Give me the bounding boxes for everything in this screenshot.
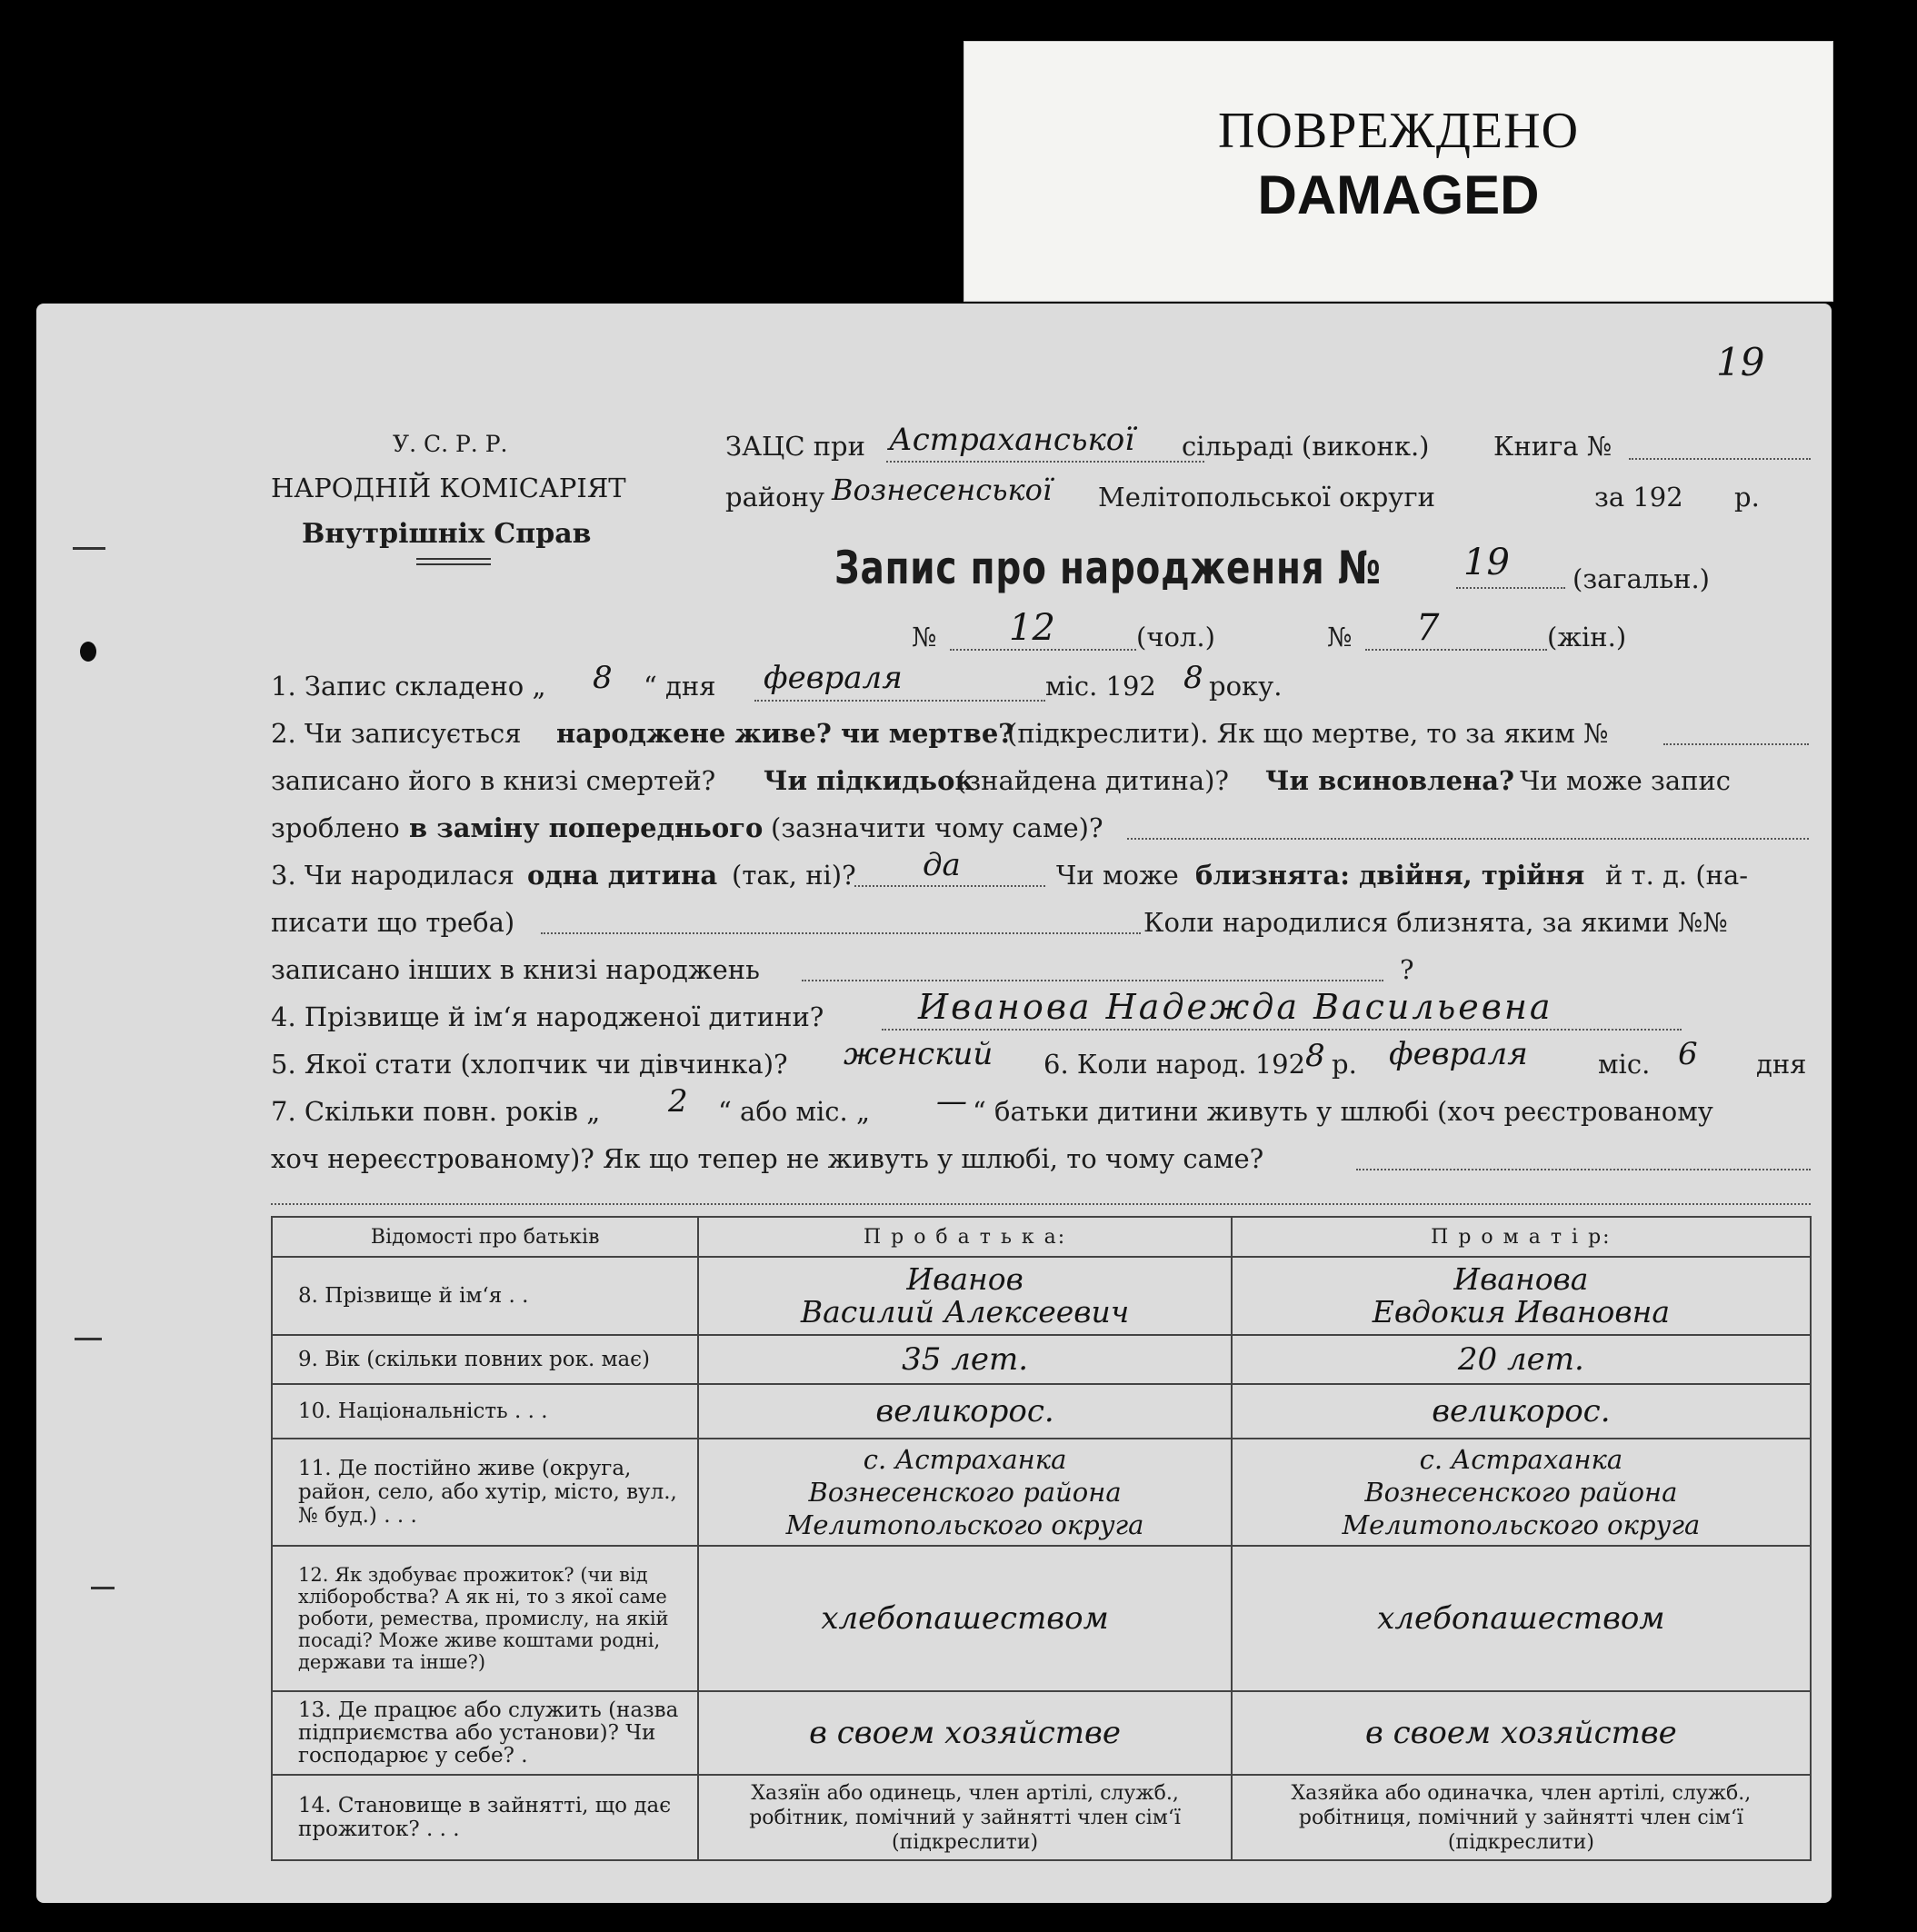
male-label: (чол.)	[1136, 622, 1215, 652]
q3-line2-b: Коли народилися близнята, за якими №№	[1143, 907, 1728, 938]
male-number-handwritten: 12	[1009, 607, 1055, 649]
father-status: Хазяїн або одинець, член артілі, служб., робітник, помічний у зайнятті член сім‘ї (підкреслити)	[698, 1775, 1231, 1860]
ussr-label: У. С. Р. Р.	[393, 431, 508, 457]
selrada-label: сільраді (виконк.)	[1182, 431, 1430, 462]
q2-line2-a: записано його в книзі смертей?	[271, 765, 716, 796]
q6-day-label: дня	[1756, 1049, 1807, 1080]
father-name: Иванов Василий Алексеевич	[698, 1257, 1231, 1335]
record-number-handwritten: 19	[1463, 542, 1510, 583]
q1-month: февраля	[764, 660, 903, 696]
row-label: 14. Становище в зайнятті, що дає прожиток? . . .	[272, 1775, 698, 1860]
q2-text: (підкреслити). Як що мертве, то за яким №	[1007, 718, 1609, 749]
marriage-years: 2	[668, 1083, 688, 1120]
mark	[73, 547, 105, 550]
father-occupation: хлебопашеством	[698, 1546, 1231, 1691]
q2-adopted: Чи всиновлена?	[1265, 765, 1515, 796]
mother-age: 20 лет.	[1232, 1335, 1811, 1384]
q3-twins: близнята: двійня, трійня	[1195, 860, 1585, 891]
q6-month-label: міс.	[1598, 1049, 1651, 1080]
q5-label: 5. Якої стати (хлопчик чи дівчинка)?	[271, 1049, 788, 1080]
child-name: Иванова Надежда Васильевна	[918, 987, 1553, 1027]
table-row	[272, 1775, 1811, 1860]
q2-options: народжене живе? чи мертве?	[556, 718, 1014, 749]
father-age: 35 лет.	[698, 1335, 1231, 1384]
rayon-handwritten: Вознесенської	[832, 473, 1053, 507]
q3-line3-b: ?	[1400, 954, 1414, 985]
female-label: (жін.)	[1547, 622, 1627, 652]
table-row	[272, 1384, 1811, 1439]
q3-line3-a: записано інших в книзі народжень	[271, 954, 760, 985]
q3-one-child: одна дитина	[527, 860, 718, 891]
q1-month-label: міс. 192	[1045, 671, 1156, 702]
commissariat-label: НАРОДНІЙ КОМІСАРІЯТ	[271, 473, 626, 503]
mark	[91, 1587, 115, 1589]
header-info: Відомості про батьків	[272, 1217, 698, 1257]
q7-months-label: “ або міс. „	[718, 1096, 871, 1127]
q2-foundling: Чи підкидьок	[764, 765, 974, 796]
mother-status: Хазяйка або одиначка, член артілі, служб., робітниця, помічний у зайнятті член сім‘ї (підкреслити)	[1232, 1775, 1811, 1860]
q1-year: 8	[1183, 660, 1203, 696]
table-header-row	[272, 1217, 1811, 1257]
row-label: 12. Як здобуває прожиток? (чи від хліборобства? А як ні, то з якої саме роботи, ремества, промислу, на якій посаді? Може живе коштами родні, держави та інше?)	[272, 1546, 698, 1691]
department-label: Внутрішніх Справ	[302, 518, 592, 550]
table-row	[272, 1691, 1811, 1775]
selrada-handwritten: Астраханської	[889, 422, 1135, 458]
punch-hole	[80, 642, 96, 662]
marriage-months: —	[936, 1083, 967, 1120]
general-label: (загальн.)	[1573, 563, 1710, 594]
mark	[75, 1338, 102, 1340]
damaged-stamp	[963, 41, 1833, 302]
q3-answer: да	[923, 847, 961, 883]
q7-label: 7. Скільки повн. років „	[271, 1096, 601, 1127]
q7-text: “ батьки дитини живуть у шлюбі (хоч реєстрованому	[973, 1096, 1713, 1127]
table-row	[272, 1546, 1811, 1691]
birth-day: 6	[1678, 1036, 1698, 1072]
q7-line2: хоч нереєстрованому)? Як що тепер не живуть у шлюбі, то чому саме?	[271, 1143, 1264, 1174]
mother-workplace: в своем хозяйстве	[1232, 1691, 1811, 1775]
stamp-line-1: ПОВРЕЖДЕНО	[1217, 103, 1580, 159]
row-label: 9. Вік (скільки повних рок. має)	[272, 1335, 698, 1384]
year-suffix: р.	[1734, 482, 1760, 513]
q6-label: 6. Коли народ. 192	[1043, 1049, 1306, 1080]
q3-yes-no: (так, ні)?	[732, 860, 856, 891]
q3-label: 3. Чи народилася	[271, 860, 514, 891]
q1-label: 1. Запис складено „	[271, 671, 546, 702]
parents-table	[271, 1216, 1812, 1861]
book-label: Книга №	[1493, 431, 1612, 462]
q1-year-label: року.	[1209, 671, 1283, 702]
q3-line2-a: писати що треба)	[271, 907, 515, 938]
birth-month: февраля	[1389, 1036, 1528, 1072]
mother-occupation: хлебопашеством	[1232, 1546, 1811, 1691]
okruha-label: Мелітопольської округи	[1098, 482, 1435, 513]
q3-etc: й т. д. (на-	[1605, 860, 1749, 891]
q1-day: 8	[593, 660, 613, 696]
underline	[416, 563, 491, 565]
q2-line3-a: зроблено	[271, 812, 400, 843]
underline	[416, 558, 491, 560]
table-row	[272, 1257, 1811, 1335]
birth-year: 8	[1305, 1038, 1325, 1074]
q3-maybe: Чи може	[1056, 860, 1179, 891]
header-father: П р о б а т ь к а:	[698, 1217, 1231, 1257]
q2-replacement: в заміну попереднього	[409, 812, 764, 843]
rayon-label: району	[725, 482, 825, 513]
row-label: 11. Де постійно живе (округа, район, село, або хутір, місто, вул., № буд.) . . .	[272, 1439, 698, 1546]
male-no-label: №	[912, 622, 937, 652]
q6-year-label: р.	[1332, 1049, 1357, 1080]
table-row	[272, 1335, 1811, 1384]
q2-foundling-note: (знайдена дитина)?	[956, 765, 1229, 796]
father-workplace: в своем хозяйстве	[698, 1691, 1231, 1775]
mother-nationality: великорос.	[1232, 1384, 1811, 1439]
zags-label: ЗАЦС при	[725, 431, 865, 462]
q4-label: 4. Прізвище й ім‘я народженої дитини?	[271, 1001, 824, 1032]
page-number: 19	[1716, 340, 1765, 384]
child-sex: женский	[844, 1036, 993, 1072]
year-label: за 192	[1594, 482, 1683, 513]
father-residence: с. Астраханка Вознесенского района Мелитопольского округа	[698, 1439, 1231, 1546]
record-title: Запис про народження №	[834, 542, 1382, 594]
female-number-handwritten: 7	[1416, 607, 1440, 649]
female-no-label: №	[1327, 622, 1353, 652]
stamp-line-2: DAMAGED	[1257, 164, 1540, 225]
birth-record-sheet	[36, 304, 1832, 1903]
q2-line3-c: (зазначити чому саме)?	[771, 812, 1103, 843]
row-label: 13. Де працює або служить (назва підприємства або установи)? Чи господарює у себе? .	[272, 1691, 698, 1775]
table-row	[272, 1439, 1811, 1546]
row-label: 8. Прізвище й ім‘я . .	[272, 1257, 698, 1335]
mother-name: Иванова Евдокия Ивановна	[1232, 1257, 1811, 1335]
q1-day-label: “ дня	[644, 671, 716, 702]
father-nationality: великорос.	[698, 1384, 1231, 1439]
mother-residence: с. Астраханка Вознесенского района Мелитопольского округа	[1232, 1439, 1811, 1546]
q2-line2-e: Чи може запис	[1520, 765, 1732, 796]
row-label: 10. Національність . . .	[272, 1384, 698, 1439]
q2-label: 2. Чи записується	[271, 718, 522, 749]
header-mother: П р о м а т і р:	[1232, 1217, 1811, 1257]
